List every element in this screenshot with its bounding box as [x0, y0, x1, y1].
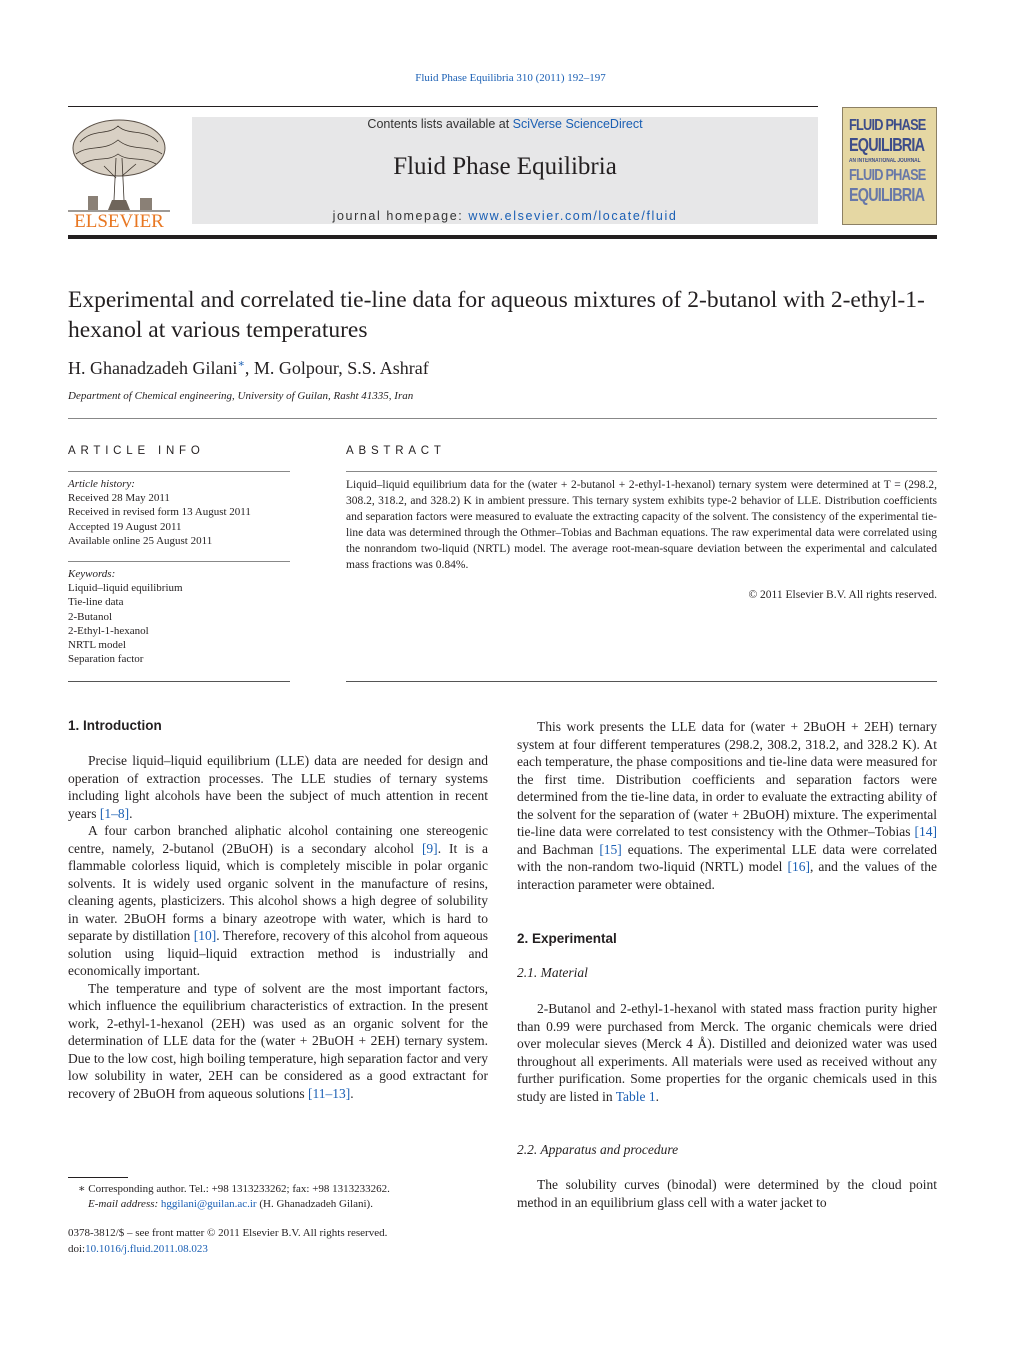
keyword-item: 2-Ethyl-1-hexanol — [68, 624, 149, 637]
history-online: Available online 25 August 2011 — [68, 534, 213, 547]
introduction-heading: 1. Introduction — [68, 718, 162, 733]
introduction-body — [68, 752, 488, 1102]
intro-paragraph — [68, 822, 488, 980]
intro-paragraph — [68, 752, 488, 822]
cover-subtitle: AN INTERNATIONAL JOURNAL — [849, 158, 921, 164]
affiliation: Department of Chemical engineering, University of Guilan, Rasht 41335, Iran — [68, 390, 414, 402]
citation-link[interactable]: [1–8] — [99, 805, 130, 821]
keywords-label: Keywords: — [68, 568, 116, 580]
elsevier-tree-icon — [68, 118, 170, 230]
intro-text: , and the values of the interaction parameter were obtained. — [517, 859, 937, 892]
material-text: 2-Butanol and 2-ethyl-1-hexanol with stated mass fraction purity higher than 0.99 were purchased from Merck. The organic chemicals were dried over molecular sieves (Merck 4 Å). Distilled and deionized water was used throughout all experiments. All materials were used as received without any further purification. Some properties for the organic chemicals used in this study are listed in — [517, 1001, 937, 1104]
contents-line — [192, 117, 818, 131]
cover-title-line-2: EQUILIBRIA — [849, 135, 925, 155]
elsevier-wordmark: ELSEVIER — [74, 211, 164, 230]
history-label: Article history: — [68, 478, 135, 490]
abstract-heading: ABSTRACT — [346, 445, 446, 457]
corresponding-author-footnote — [68, 1182, 488, 1211]
history-revised: Received in revised form 13 August 2011 — [68, 506, 251, 519]
cover-title-line-4: EQUILIBRIA — [849, 185, 925, 205]
journal-citation[interactable]: Fluid Phase Equilibria 310 (2011) 192–197 — [415, 72, 606, 84]
doi-link[interactable]: 10.1016/j.fluid.2011.08.023 — [85, 1242, 208, 1255]
keyword-item: Liquid–liquid equilibrium — [68, 582, 183, 595]
citation-link[interactable]: [10] — [193, 928, 217, 943]
apparatus-subheading: 2.2. Apparatus and procedure — [517, 1142, 679, 1157]
author-list — [68, 357, 429, 379]
history-rule — [68, 561, 290, 562]
keyword-item: NRTL model — [68, 639, 126, 652]
footnote-mark: ∗ — [78, 1183, 86, 1195]
footnote-corresponding-line — [68, 1182, 488, 1197]
experimental-heading: 2. Experimental — [517, 931, 617, 946]
material-body — [517, 1000, 937, 1105]
email-link[interactable]: hggilani@guilan.ac.ir — [160, 1197, 257, 1210]
citation-link[interactable]: [9] — [421, 840, 438, 856]
article-title: Experimental and correlated tie-line data for aqueous mixtures of 2-butanol with 2-ethyl-1-hexanol at various temperatures — [68, 287, 925, 343]
intro-text: The temperature and type of solvent are the most important factors, which influence the equilibrium characteristics of extraction. In the present work, 2-ethyl-1-hexanol (2EH) was used as an organic solvent for the determination of LLE data for the (water + 2BuOH + 2EH) ternary system. Due to the low cost, high boiling temperature, high separation factor and very low solubility in water, 2EH can be considered as a good extractant for recovery of 2BuOH from aqueous solutions — [68, 980, 488, 1101]
keywords-block — [68, 567, 290, 666]
article-info-heading: ARTICLE INFO — [68, 445, 205, 457]
elsevier-logo[interactable] — [68, 118, 170, 230]
intro-text: and Bachman — [517, 841, 600, 857]
intro-text: . — [129, 805, 133, 821]
header-top-rule — [68, 106, 818, 107]
contents-prefix: Contents lists available at — [367, 117, 513, 131]
cover-title-line-3: FLUID PHASE — [849, 167, 926, 184]
issn-line: 0378-3812/$ – see front matter © 2011 Elsevier B.V. All rights reserved. — [68, 1227, 388, 1239]
citation-link[interactable]: [16] — [787, 859, 810, 874]
intro-text: Precise liquid–liquid equilibrium (LLE) data are needed for design and operation of extraction processes. The LLE studies of ternary systems including light alcohols have been the subject of much attention in recent years — [68, 753, 488, 821]
homepage-prefix: journal homepage: — [332, 209, 469, 223]
intro-text: A four carbon branched aliphatic alcohol containing one stereogenic centre, namely, 2-butanol (2BuOH) is a secondary alcohol — [68, 823, 488, 856]
article-history — [68, 477, 290, 548]
intro-text: . — [350, 1085, 354, 1101]
intro-text: This work presents the LLE data for (water + 2BuOH + 2EH) ternary system at four different temperatures (298.2, 308.2, 318.2, and 328.2 K). At each temperature, the phase compositions and tie-line data were measured for the first time. Distribution coefficients and separation factors were determined from the tie-line data, in order to evaluate the extracting ability of the solvent for the separation of (water + 2BuOH) mixture. The experimental tie-line data were correlated to test consistency with the Othmer–Tobias — [517, 719, 937, 839]
cover-title-line-1: FLUID PHASE — [849, 117, 926, 134]
citation-link[interactable]: [14] — [914, 824, 937, 839]
keyword-item: Separation factor — [68, 653, 144, 666]
journal-name: Fluid Phase Equilibria — [393, 153, 617, 180]
intro-paragraph — [517, 718, 937, 893]
history-accepted: Accepted 19 August 2011 — [68, 520, 182, 533]
abstract-copyright: © 2011 Elsevier B.V. All rights reserved. — [748, 589, 937, 601]
intro-paragraph — [68, 980, 488, 1103]
abstract-bottom-rule — [346, 681, 937, 682]
material-text: . — [655, 1088, 660, 1104]
doi-prefix: doi: — [68, 1242, 86, 1255]
apparatus-paragraph: The solubility curves (binodal) were determined by the cloud point method in an equilibrium glass cell with a water jacket to — [517, 1177, 937, 1210]
footnote-corresponding: Corresponding author. Tel.: +98 1313233262; fax: +98 1313233262. — [85, 1183, 390, 1195]
keyword-item: 2-Butanol — [68, 610, 112, 623]
intro-text: . It is a flammable colorless liquid, which is completely miscible in polar organic solvents. It is widely used organic solvent in the manufacture of resins, cleaning agents, plasticizers. This alcohol shows a high degree of solubility in water. 2BuOH forms a binary azeotrope with water, which is hard to separate by distillation — [68, 840, 488, 943]
affiliation-rule — [68, 418, 937, 419]
citation-link[interactable]: [15] — [599, 841, 622, 857]
history-received: Received 28 May 2011 — [68, 492, 170, 505]
journal-homepage-line — [192, 209, 818, 223]
intro-text: . Therefore, recovery of this alcohol from aqueous solution using liquid–liquid extraction method is industrially and economically important. — [68, 928, 489, 978]
intro-text: equations. The experimental LLE data were correlated with the non-random two-liquid (NRTL) model — [517, 841, 937, 874]
sciencedirect-link[interactable]: SciVerse ScienceDirect — [512, 117, 643, 131]
journal-cover-image[interactable] — [842, 107, 937, 225]
keywords-rule — [68, 681, 290, 682]
footnote-email-line — [68, 1197, 488, 1212]
email-label: E-mail address: — [88, 1197, 161, 1210]
abstract-text: Liquid–liquid equilibrium data for the (water + 2-butanol + 2-ethyl-1-hexanol) ternary system were determined at T = (298.2, 308.2, 318.2, and 328.2) K in ambient pressure. This ternary system exhibits type-2 behavior of LLE. Distribution coefficients and separation factors were measured to evaluate the extracting capacity of the solvent. The consistency of the experimental tie-line data was determined through the Othmer–Tobias and Bachman equations. The raw experimental data were correlated using the nonrandom two-liquid (NRTL) model. The average root-mean-square deviation between the experimental and calculated mass fractions was 0.84%. — [346, 479, 937, 571]
author-name: H. Ghanadzadeh Gilani — [68, 358, 238, 378]
journal-homepage-link[interactable]: www.elsevier.com/locate/fluid — [468, 209, 678, 223]
email-suffix: (H. Ghanadzadeh Gilani). — [256, 1197, 373, 1210]
abstract-rule — [346, 471, 937, 472]
material-subheading: 2.1. Material — [517, 965, 588, 980]
corresponding-author-mark[interactable]: ∗ — [237, 358, 245, 370]
issn-doi-block — [68, 1226, 488, 1257]
footnote-rule — [68, 1177, 128, 1178]
table-link[interactable]: Table 1 — [615, 1088, 656, 1104]
header-thick-rule — [68, 235, 937, 239]
apparatus-body — [517, 1176, 937, 1211]
article-info-rule — [68, 471, 290, 472]
introduction-body-continued — [517, 718, 937, 893]
journal-header-box — [192, 117, 818, 224]
citation-link[interactable]: [11–13] — [307, 1085, 351, 1101]
coauthor-names: , M. Golpour, S.S. Ashraf — [244, 358, 429, 378]
material-paragraph — [517, 1000, 937, 1105]
doi-line — [68, 1242, 488, 1258]
keyword-item: Tie-line data — [68, 596, 124, 609]
